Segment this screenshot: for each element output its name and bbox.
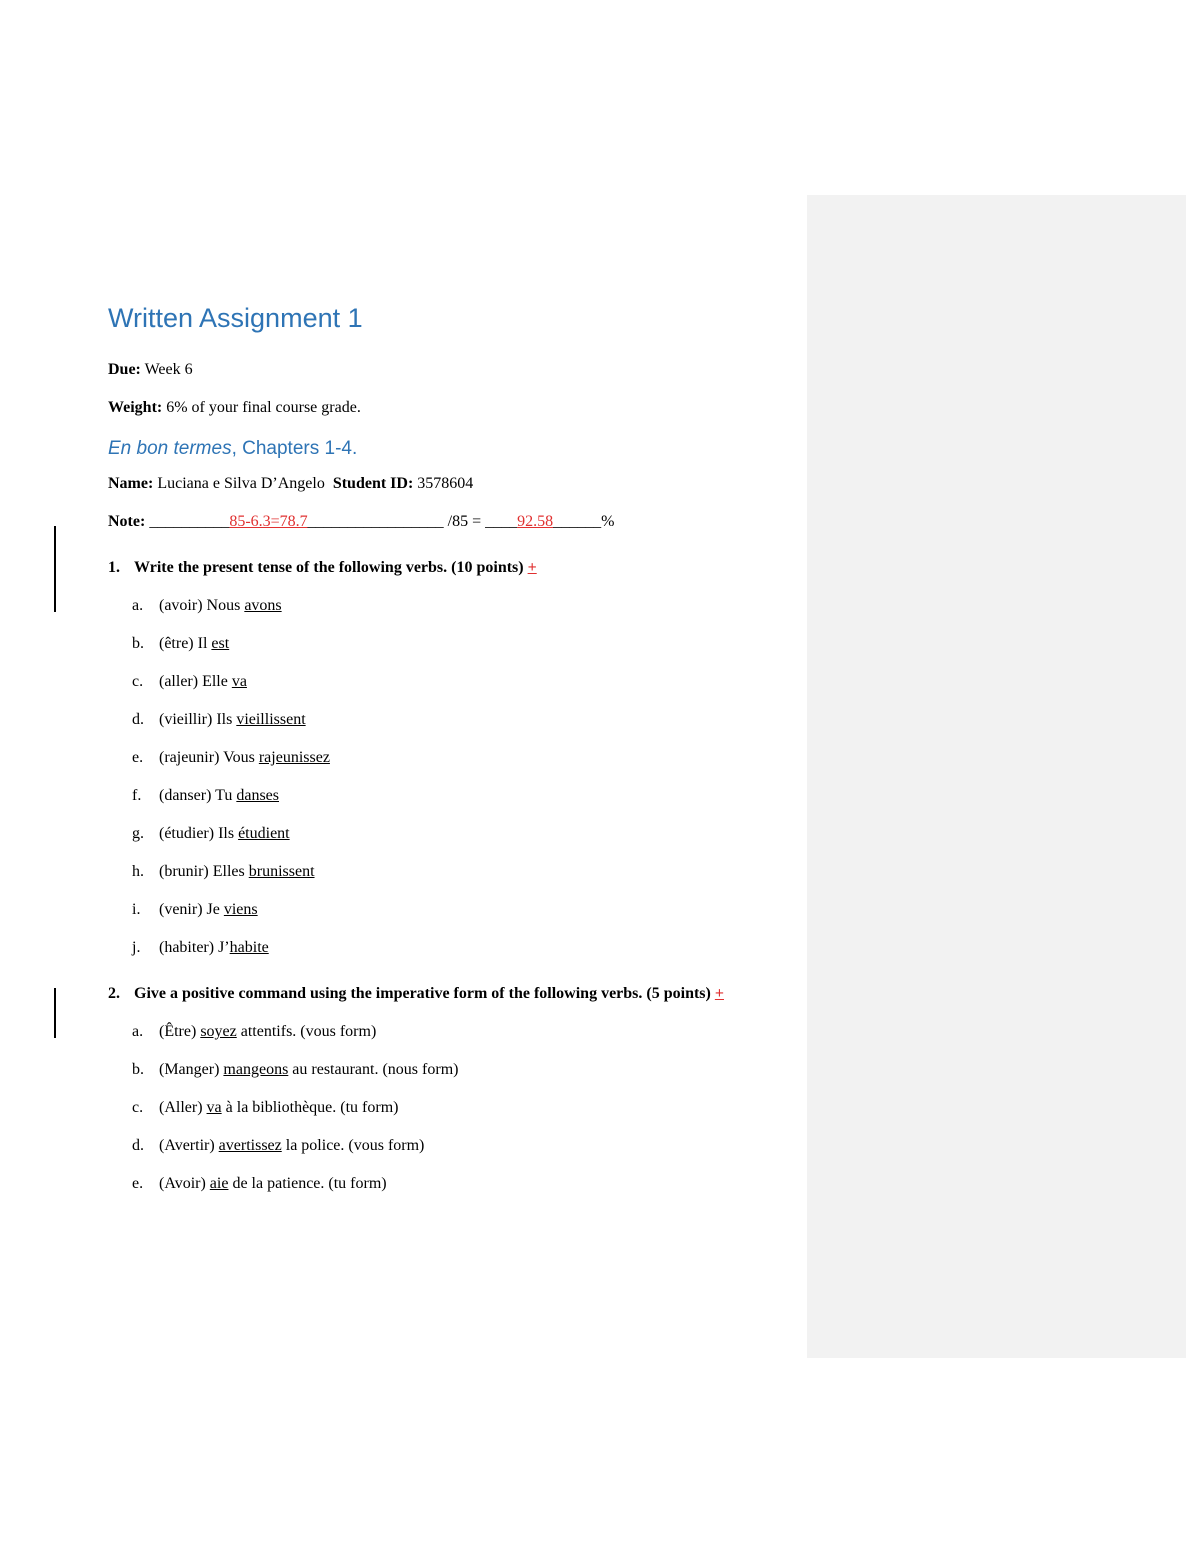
item-answer: rajeunissez [258, 749, 330, 766]
list-item [132, 1022, 798, 1042]
item-prompt: (rajeunir) Vous [159, 749, 255, 766]
item-prompt: (étudier) Ils [159, 825, 235, 842]
note-blank: _________________ [307, 513, 444, 530]
item-letter: f. [132, 787, 142, 804]
item-answer: aie [209, 1175, 229, 1192]
due-label: Due: [108, 361, 141, 378]
item-answer: avons [244, 597, 282, 614]
item-suffix: attentifs. (vous form) [240, 1023, 377, 1040]
item-suffix: de la patience. (tu form) [232, 1175, 387, 1192]
list-item [132, 710, 798, 730]
score-annotation: 85-6.3=78.7 [229, 513, 308, 530]
item-answer: mangeons [223, 1061, 289, 1078]
item-letter: d. [132, 711, 144, 728]
item-prompt: (être) Il [159, 635, 208, 652]
list-item [132, 748, 798, 768]
item-letter: e. [132, 1175, 144, 1192]
weight-value: 6% of your final course grade. [166, 399, 361, 416]
question-2 [108, 984, 798, 1004]
note-total: /85 = [447, 513, 482, 530]
question-1 [108, 558, 798, 578]
item-answer: soyez [200, 1023, 237, 1040]
list-item [132, 900, 798, 920]
item-answer: va [231, 673, 247, 690]
student-name: Luciana e Silva D’Angelo [157, 475, 325, 492]
item-answer: est [211, 635, 230, 652]
item-prompt: (danser) Tu [159, 787, 233, 804]
weight-label: Weight: [108, 399, 163, 416]
item-answer: va [206, 1099, 222, 1116]
item-prompt: (Avoir) [159, 1175, 206, 1192]
list-item [132, 862, 798, 882]
change-bar [54, 526, 56, 612]
book-title: En bon termes [108, 438, 232, 459]
item-letter: b. [132, 635, 144, 652]
item-prompt: (Être) [159, 1023, 197, 1040]
percent-unit: % [601, 513, 615, 530]
question-number: 1. [108, 559, 120, 576]
grade-mark: + [527, 559, 537, 576]
name-label: Name: [108, 475, 154, 492]
grade-mark: + [714, 985, 724, 1002]
item-prompt: (venir) Je [159, 901, 220, 918]
item-answer: brunissent [248, 863, 315, 880]
item-suffix: à la bibliothèque. (tu form) [225, 1099, 399, 1116]
item-letter: c. [132, 1099, 144, 1116]
note-blank: ______ [553, 513, 602, 530]
question-1-items [108, 596, 798, 958]
subtitle [108, 436, 798, 462]
item-letter: b. [132, 1061, 144, 1078]
question-2-items [108, 1022, 798, 1194]
item-prompt: (avoir) Nous [159, 597, 241, 614]
item-answer: viens [223, 901, 258, 918]
question-text: Give a positive command using the imperative form of the following verbs. (5 points) [134, 985, 711, 1002]
document-body [108, 300, 798, 1212]
student-id-label: Student ID: [332, 475, 414, 492]
item-prompt: (brunir) Elles [159, 863, 245, 880]
item-answer: avertissez [218, 1137, 282, 1154]
item-letter: e. [132, 749, 144, 766]
item-answer: étudient [238, 825, 290, 842]
question-text: Write the present tense of the following verbs. (10 points) [134, 559, 524, 576]
item-answer: danses [236, 787, 279, 804]
student-id: 3578604 [417, 475, 474, 492]
note-blank: ____ [485, 513, 518, 530]
comment-pane [807, 195, 1186, 1358]
item-prompt: (aller) Elle [159, 673, 228, 690]
list-item [132, 1060, 798, 1080]
note-blank: __________ [149, 513, 230, 530]
due-line [108, 360, 798, 380]
list-item [132, 672, 798, 692]
chapters: , Chapters 1-4. [231, 438, 358, 459]
list-item [132, 1098, 798, 1118]
item-prompt: (Avertir) [159, 1137, 215, 1154]
list-item [132, 938, 798, 958]
list-item [132, 1174, 798, 1194]
item-letter: c. [132, 673, 144, 690]
due-value: Week 6 [144, 361, 193, 378]
change-bar [54, 988, 56, 1038]
item-letter: d. [132, 1137, 144, 1154]
name-line [108, 474, 798, 494]
item-suffix: la police. (vous form) [285, 1137, 425, 1154]
item-letter: i. [132, 901, 141, 918]
item-answer: habite [229, 939, 269, 956]
item-prompt: (Manger) [159, 1061, 220, 1078]
percent-annotation: 92.58 [517, 513, 554, 530]
item-prompt: (Aller) [159, 1099, 203, 1116]
list-item [132, 1136, 798, 1156]
question-number: 2. [108, 985, 120, 1002]
item-prompt: (habiter) J’ [159, 939, 230, 956]
page-title: Written Assignment 1 [108, 303, 363, 333]
item-answer: vieillissent [236, 711, 306, 728]
item-letter: a. [132, 1023, 144, 1040]
item-letter: g. [132, 825, 144, 842]
item-letter: a. [132, 597, 144, 614]
item-letter: j. [132, 939, 141, 956]
item-letter: h. [132, 863, 144, 880]
list-item [132, 786, 798, 806]
list-item [132, 634, 798, 654]
item-prompt: (vieillir) Ils [159, 711, 233, 728]
weight-line [108, 398, 798, 418]
item-suffix: au restaurant. (nous form) [292, 1061, 459, 1078]
list-item [132, 824, 798, 844]
list-item [132, 596, 798, 616]
note-label: Note: [108, 513, 146, 530]
note-line [108, 512, 798, 532]
